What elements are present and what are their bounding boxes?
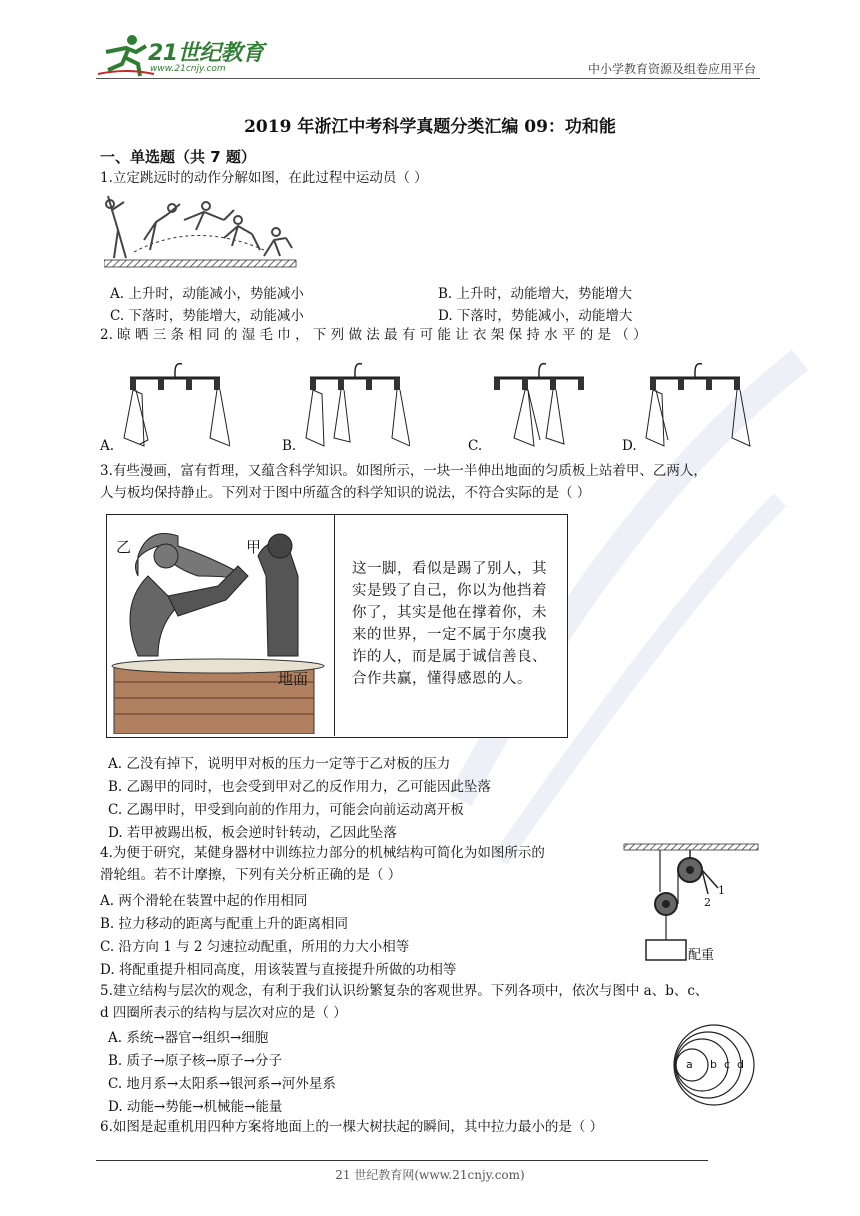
question-1-stem: 1.立定跳远时的动作分解如图，在此过程中运动员（ ） (100, 170, 428, 186)
hanger-figure-c (484, 358, 594, 448)
question-3-option-d[interactable]: D. 若甲被踢出板，板会逆时针转动，乙因此坠落 (108, 825, 397, 841)
long-jump-figure (104, 190, 300, 274)
question-4-stem-line-2: 滑轮组。若不计摩擦，下列有关分析正确的是（ ） (100, 867, 402, 883)
runner-logo-icon (96, 30, 156, 80)
question-4-option-d[interactable]: D. 将配重提升相同高度，用该装置与直接提升所做的功相等 (100, 962, 457, 978)
header-divider (96, 78, 760, 79)
question-5-stem-line-1: 5.建立结构与层次的观念，有利于我们认识纷繁复杂的客观世界。下列各项中，依次与图中 a、b、c、 (100, 983, 709, 999)
question-2-option-c[interactable]: C. (468, 438, 483, 454)
question-5-option-c[interactable]: C. 地月系→太阳系→银河系→河外星系 (108, 1076, 336, 1092)
question-2-option-a[interactable]: A. (100, 438, 115, 454)
circle-label-a: a (686, 1058, 693, 1071)
question-1-option-a[interactable]: A. 上升时，动能减小，势能减小 (110, 286, 304, 302)
question-3-stem-line-2: 人与板均保持静止。下列对于图中所蕴含的科学知识的说法，不符合实际的是（ ） (100, 485, 591, 501)
hanger-figure-b (300, 358, 410, 448)
question-1-option-b[interactable]: B. 上升时，动能增大，势能增大 (438, 286, 633, 302)
question-5-stem-line-2: d 四圈所表示的结构与层次对应的是（ ） (100, 1005, 347, 1021)
question-4-stem-line-1: 4.为便于研究，某健身器材中训练拉力部分的机械结构可简化为如图所示的 (100, 845, 545, 861)
question-4-option-a[interactable]: A. 两个滑轮在装置中起的作用相同 (100, 893, 308, 909)
logo-url: www.21cnjy.com (150, 64, 226, 74)
question-3-option-b[interactable]: B. 乙踢甲的同时，也会受到甲对乙的反作用力，乙可能因此坠落 (108, 779, 492, 795)
pulley-weight-label: 配重 (688, 948, 715, 963)
hanger-figure-d (640, 358, 752, 448)
circle-label-c: c (724, 1058, 731, 1071)
pulley-direction-2: 2 (704, 896, 711, 909)
circle-label-d: d (737, 1058, 744, 1071)
question-1-option-d[interactable]: D. 下落时，势能减小，动能增大 (438, 308, 633, 324)
comic-caption: 这一脚，看似是踢了别人，其实是毁了自己，你以为他挡着你了，其实是他在撑着你，未来的世界，一定不属于尔虞我诈的人，而是属于诚信善良、合作共赢，懂得感恩的人。 (352, 561, 547, 687)
pulley-direction-1: 1 (718, 884, 725, 897)
comic-panel-divider (334, 514, 335, 736)
question-2-stem: 2. 晾 晒 三 条 相 同 的 湿 毛 巾 ， 下 列 做 法 最 有 可 能 让 衣 架 保 持 水 平 的 是 （ ） (100, 327, 647, 343)
question-5-option-d[interactable]: D. 动能→势能→机械能→能量 (108, 1099, 283, 1115)
question-5-option-a[interactable]: A. 系统→器官→组织→细胞 (108, 1030, 269, 1046)
question-2-option-d[interactable]: D. (622, 438, 637, 454)
comic-label-ground: 地面 (278, 670, 309, 688)
question-4-option-b[interactable]: B. 拉力移动的距离与配重上升的距离相同 (100, 916, 349, 932)
header-platform-text: 中小学教育资源及组卷应用平台 (587, 62, 756, 76)
question-6-stem: 6.如图是起重机用四种方案将地面上的一棵大树扶起的瞬间，其中拉力最小的是（ ） (100, 1119, 604, 1135)
question-3-stem-line-1: 3.有些漫画，富有哲理，又蕴含科学知识。如图所示，一块一半伸出地面的匀质板上站着甲、乙两人， (100, 463, 707, 479)
logo-text: 21世纪教育 (148, 41, 264, 66)
section-title: 一、单选题（共 7 题） (100, 148, 256, 166)
question-3-option-a[interactable]: A. 乙没有掉下，说明甲对板的压力一定等于乙对板的压力 (108, 756, 451, 772)
page-title: 2019 年浙江中考科学真题分类汇编 09：功和能 (244, 117, 616, 137)
question-4-option-c[interactable]: C. 沿方向 1 与 2 匀速拉动配重，所用的力大小相等 (100, 939, 410, 955)
comic-label-yi: 乙 (116, 538, 132, 556)
comic-illustration (108, 516, 332, 734)
comic-label-jia: 甲 (246, 538, 262, 556)
footer-divider (96, 1160, 708, 1161)
question-3-option-c[interactable]: C. 乙踢甲时，甲受到向前的作用力，可能会向前运动离开板 (108, 802, 464, 818)
hanger-figure-a (120, 358, 230, 448)
question-2-option-b[interactable]: B. (282, 438, 297, 454)
circle-label-b: b (710, 1058, 717, 1071)
question-1-option-c[interactable]: C. 下落时，势能增大，动能减小 (110, 308, 304, 324)
footer-text: 21 世纪教育网(www.21cnjy.com) (335, 1168, 525, 1182)
question-5-option-b[interactable]: B. 质子→原子核→原子→分子 (108, 1053, 282, 1069)
